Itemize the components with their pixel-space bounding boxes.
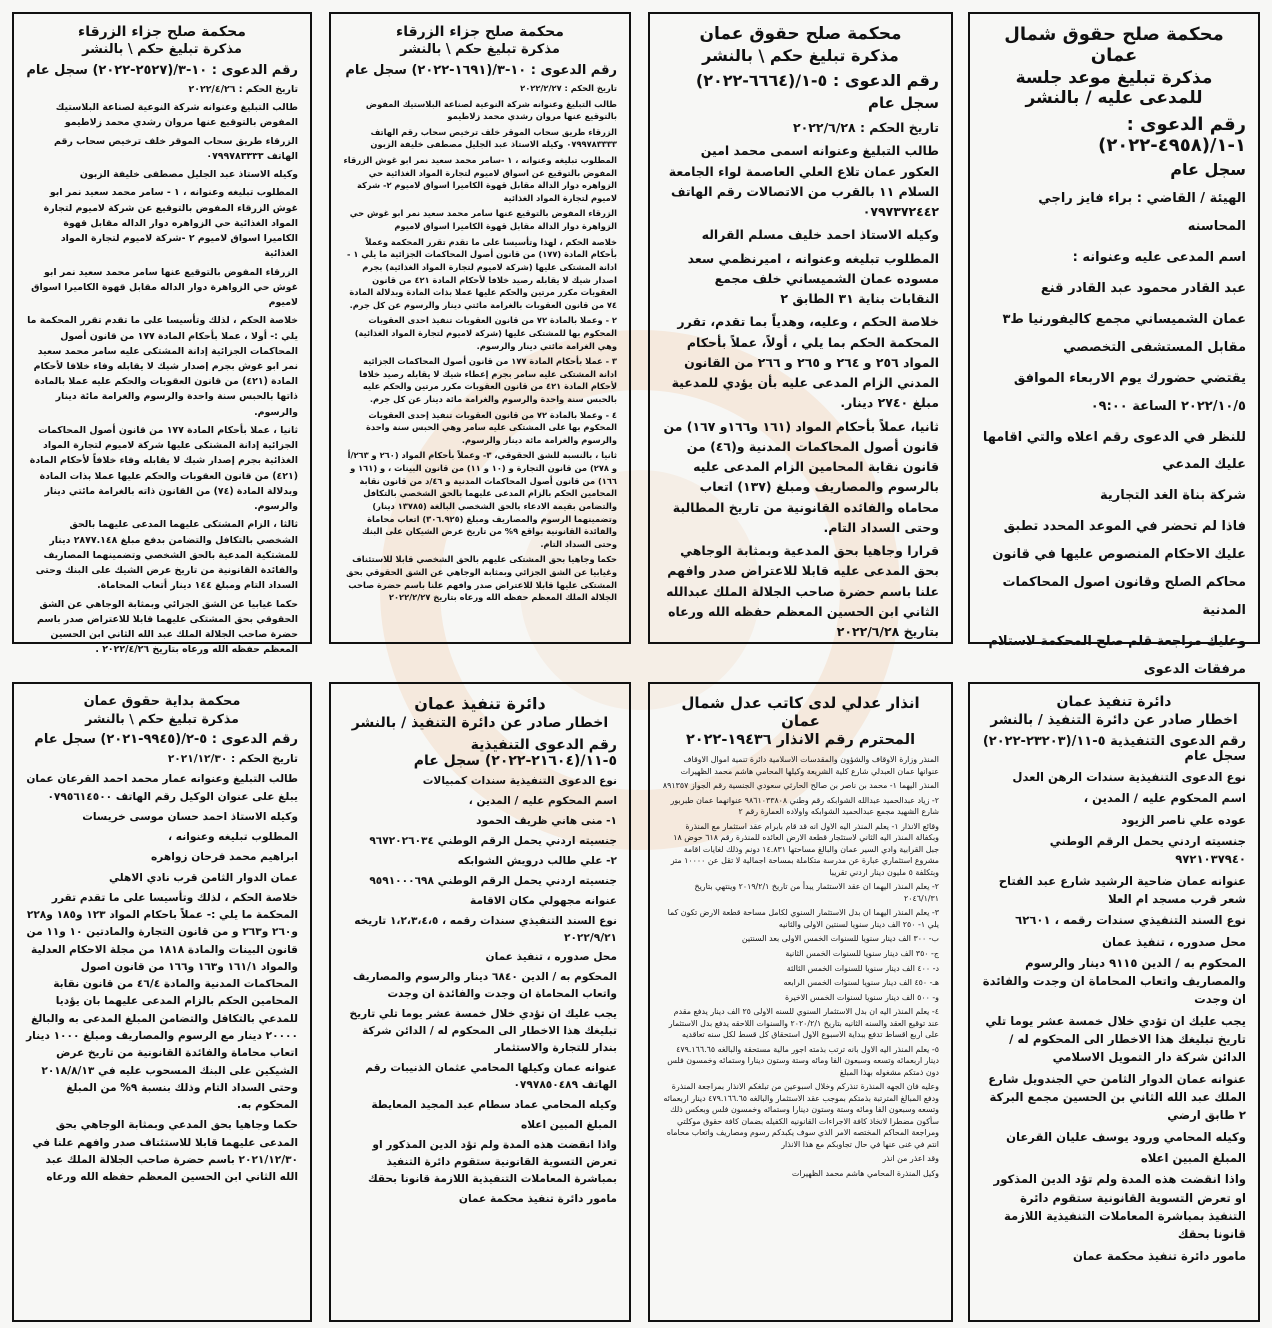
notice-type: مذكرة تبليغ موعد جلسة للمدعى عليه / بالنشر: [1015, 68, 1213, 108]
notice-type: اخطار صادر عن دائرة التنفيذ / بالنشر: [990, 712, 1238, 728]
notice-line: المطلوب تبليغه وعنوانه ، ١ - سامر محمد سعيد نمر ابو غوش الزرقاء المفوض بالتوقيع عن شركة لاميوم لتجارة المواد الغذائية حي الزواهره دوار الداله مقابل قهوة الكاميرا اسواق لاميوم ٢ -شركة لاميوم لتجارة المواد الغذائية: [43, 187, 298, 260]
notice-line: حكما غيابيا عن الشق الجزائي وبمثابة الوجاهي عن الشق الحقوقي بحق المشتكى عليهما قابلا للاعتراض صدر باسم حضرة صاحب الجلالة الملك عبد الله الثاني ابن الحسين المعظم حفظه الله ورعاه بتاريخ ٢٠٢٢/٤/٢٦ .: [37, 598, 298, 656]
notice-line: حكما وجاهيا بحق المدعي وبمثابة الوجاهي بحق المدعى عليهما قابلا للاستئناف صدر وافهم علنا في ٢٠٢١/١٢/٣٠ باسم حضرة صاحب الجلالة الملك عبد الله الثاني ابن الحسين المعظم حفظه الله ورعاه: [32, 1119, 298, 1184]
notice-line: عوده علي ناصر الزيود: [1121, 812, 1246, 827]
notice-zarqa-criminal-2527: [12, 12, 312, 656]
notice-line: عنوانه عمان ضاحية الرشيد شارع عبد الفتاح شعر قرب مسجد ام العلا: [998, 873, 1246, 906]
notice-line: ٤ - وعملا بالمادة ٧٢ من قانون العقوبات تنفيذ إحدى العقوبات المحكوم بها على المشتكى عليه سامر وهي الحبس سنة واحدة والرسوم والغرامة مائة دينار والرسوم.: [366, 409, 617, 445]
notice-line: وكيله الاستاذ احمد خليف مسلم القراله: [701, 227, 939, 243]
notice-line: ٢ - وعملا بالمادة ٧٢ من قانون العقوبات تنفيذ احدى العقوبات المحكوم بها للمشتكى عليها (شركة لاميوم لتجارة المواد الغذائية) وهي الغرامة مائتي دينار والرسوم.: [354, 315, 617, 351]
notice-court: محكمة بداية حقوق عمان: [83, 694, 241, 709]
notice-court: محكمة صلح جزاء الزرقاء: [396, 24, 564, 40]
notice-line: محل صدوره ، تنفيذ عمان: [1102, 934, 1246, 949]
notice-line: تاريخ الحكم : ٢٠٢١/١٢/٣٠: [167, 753, 298, 765]
notice-court: دائرة تنفيذ عمان: [414, 694, 546, 713]
notice-line: عنوانه مجهولي مكان الاقامة: [470, 894, 617, 907]
notice-type: مذكرة تبليغ حكم \ بالنشر: [400, 42, 560, 57]
notice-line: واذا انقضت هذه المدة ولم تؤد الدين المذكور او تعرض التسوية القانونية ستقوم دائرة التنفيذ بمباشرة المعاملات التنفيذية اللازمة قانونا بحقك: [367, 1138, 617, 1185]
notice-line: فاذا لم تحضر في الموعد المحدد تطبق عليك الاحكام المنصوص عليها في قانون محاكم الصلح وقانون اصول المحاكمات المدنية: [992, 519, 1246, 619]
notice-line: اسم المحكوم عليه / المدين ،: [468, 794, 617, 807]
notice-court: دائرة تنفيذ عمان: [1056, 694, 1172, 710]
notice-line: المبلغ المبين اعلاه: [1140, 1150, 1246, 1165]
notice-line: طالب التبليغ وعنوانه شركة النوعية لصناعة البلاستيك المفوض بالتوقيع عنها مروان رشدي محمد زلاطيمو: [55, 102, 298, 129]
notice-court: محكمة صلح جزاء الزرقاء: [78, 24, 246, 40]
notice-line: يقتضي حضورك يوم الاربعاء الموافق ٢٠٢٢/١٠/٥ الساعة ٠٩:٠٠: [1013, 370, 1246, 414]
notice-line: خلاصة الحكم ، لذلك وتأسيسا على ما تقدم تقرر المحكمة ما يلي :- عملاً باحكام المواد ١٢٣ و١٨٥ و٢٢٨ و٢٦٠ و٢٦٣ و من قانون التجارة والمادتين ١٠ و١١ من قانون البينات والمادة ١٨١٨ من مجلة الاحكام العدلية والمواد ١٦١/١ و١٦٣ و١٦٦ من قانون اصول المحاكمات المدنية والمادة ٤٦/٤ من قانون نقابة المحامين الحكم بالزام المدعى عليهما بان يؤديا للمدعي بالتكافل والتضامن المبلغ المدعى به والبالغ ٢٠٠٠٠ دينار مع الرسوم والمصاريف ومبلغ ١٠٠٠ دينار اتعاب محاماة والفائدة القانونية من تاريخ عرض الشيكين على البنك المسحوب عليه في ٢٠١٨/٨/١٣ وحتى السداد التام وذلك بنسبة ٩% من المبلغ المحكوم به.: [26, 891, 298, 1112]
notice-line: يجب عليك ان تؤدي خلال خمسة عشر يوما تلي تاريخ تبليغك هذا الاخطار الى المحكوم له / الدائن شركة دار التمويل الاسلامي: [985, 1013, 1246, 1065]
notice-line: وكيله الاستاذ احمد حسان موسى خريسات: [82, 810, 298, 823]
notice-line: المنذر وزارة الاوقاف والشؤون والمقدسات الاسلامية دائرة تنمية اموال الاوقاف عنوانها عمان العبدلي شارع كلية الشريعة وكيلها المحامي هاشم محمد الظهيرات: [680, 755, 939, 776]
notice-line: د- ٤٠٠ الف دينار سنويا للسنوات الخمس الثالثة: [786, 963, 939, 973]
notice-line: وقائع الانذار ١- يعلم المنذر اليه الاول انه قد قام بابرام عقد استثمار مع المنذرة وبكفالة المنذر اليه الثاني لاستئجار قطعة الارض العائده للمنذرة رقم ٦١٨ حوض ١٨ جبل القرابية وادي السير عمان والبالغ مساحتها ١٤.٨٣١ دونم وذلك لغايات اقامة مشروع استثماري عبارة عن مدرسة متكاملة بمساحة اجمالية لا تقل عن ١٠٠٠٠ متر وبتكلفة ٥ مليون دينار اردني تقريبا: [670, 821, 939, 877]
notice-line: جنسيته اردني يحمل الرقم الوطني ٩٦٧٢٠٢٦٠٣٤: [369, 834, 617, 847]
notice-line: ٥- يعلم المنذر اليه الاول بانه ترتب بذمته اجور مالية مستحقة والبالغه ٤٧٩.١٦٦.٦٥ دينار اربعمائه وتسعه وسبعون الفا ومائه وستة وستون دينارا وستمائه وخمسون فلس دون ذمتكم مشغوله بهذا المبلغ: [667, 1044, 939, 1077]
notice-line: تاريخ الحكم : ٢٠٢٢/٦/٢٨: [793, 120, 939, 135]
notice-line: طالب التبليغ وعنوانه عمار محمد احمد القرعان عمان يبلغ على عنوان الوكيل رقم الهاتف ٠٧٩٥٦١٤٥٠٠: [26, 773, 298, 803]
notice-zarqa-criminal-1691: [329, 12, 631, 644]
notice-line: شركة بناة الغد التجارية: [1100, 488, 1246, 504]
notice-line: ٢- علي طالب درويش الشوابكه: [457, 854, 617, 867]
notice-line: نوع السند التنفيذي سندات رقمه ، ١،٢،٣،٤،٥ تاريخه ٢٠٢٢/٩/٢١: [354, 914, 617, 944]
notice-line: ثانيا ، عملا بأحكام المادة ١٧٧ من قانون أصول المحاكمات الجزائية إدانة المشتكى عليها شركة لاميوم لتجارة المواد الغذائية بجرم إصدار شيك لا يقابله وفاء خلافاً لأحكام المادة (٤٢١) من قانون العقوبات والحكم عليها عملا بذات المادة وبدلالة المادة (٧٤) من القانون ذاته بالغرامة مائتي دينار والرسوم.: [29, 424, 298, 513]
notice-line: عبد القادر محمود عبد القادر قنع: [1040, 280, 1246, 296]
case-number: رقم الدعوى التنفيذية ٥-١١/(٢١٦٠٤-٢٠٢٢) سجل عام: [413, 737, 617, 769]
notice-line: طالب التبليغ وعنوانه شركة النوعية لصناعة البلاستيك المفوض بالتوقيع عنها مروان رشدي محمد زلاطيمو: [365, 98, 617, 122]
notice-line: ٣- يعلم المنذر اليهما ان بدل الاستثمار السنوي لكامل مساحة قطعة الارض تكون كما يلي ١- ٢٥٠ الف دينار سنويا لسنتين الاولى والثانيه: [667, 908, 939, 929]
notice-line: وكيله المحامي ورود يوسف عليان القرعان: [1006, 1129, 1246, 1144]
notice-line: المحكوم به / الدين ٦٨٤٠ دينار والرسوم والمصاريف واتعاب المحاماة ان وجدت والفائدة ان وجدت: [353, 971, 617, 1001]
notice-line: طالب التبليغ وعنوانه اسمى محمد امين العكور عمان تلاع العلي العاصمة لواء الجامعة السلام ١١ بالقرب من الاتصالات رقم الهاتف ٠٧٩٧٣٧٢٤٤٢: [668, 143, 939, 219]
case-number: رقم الدعوى : ١-١/(٤٩٥٨-٢٠٢٢): [1098, 114, 1246, 156]
notice-line: عمان الدوار الثامن قرب نادي الاهلي: [108, 871, 298, 884]
case-number: رقم الدعوى التنفيذية ٥-١١/(٢٣٢٠٣-٢٠٢٢) سجل عام: [982, 734, 1246, 764]
notice-line: خلاصة الحكم ، لذلك وتأسيسا على ما تقدم تقرر المحكمة ما يلي :- أولا ، عملا بأحكام المادة ١٧٧ من قانون أصول المحاكمات الجزائية إدانة المشتكى عليه سامر محمد سعيد نمر ابو غوش بجرم إصدار شيك لا يقابله وفاء خلافا لأحكام المادة (٤٢١) من قانون العقوبات والحكم عليه عملا بالمادة ذاتها بالحبس سنة واحدة والرسوم والغرامة مائة دينار والرسوم.: [27, 315, 298, 418]
notice-line: المطلوب تبليغه وعنوانه ،: [168, 831, 298, 844]
notice-line: المنذر اليهما ١- محمد بن ناصر بن صالح الحارثي سعودي الجنسية رقم الجواز ٨٩١٣٥٧: [662, 781, 939, 791]
notice-line: الزرقاء طريق سحاب الموقر خلف ترخيص سحاب رقم الهاتف ٠٧٩٩٧٨٣٣٣٣: [54, 135, 298, 162]
notice-line: وقد اعذر من انذر: [882, 1154, 939, 1164]
notice-line: للنظر في الدعوى رقم اعلاه والتي اقامها عليك المدعي: [982, 429, 1246, 473]
notice-line: و- ٥٠٠ الف دينار سنويا لسنوات الخمس الاخيرة: [785, 992, 939, 1002]
notice-line: ثالثا ، الزام المشتكى عليهما المدعى عليهما بالحق الشخصي بالتكافل والتضامن بدفع مبلغ ٢٨٧٧.١٤٨ دينار للمشتكية المدعية بالحق الشخصي وتضمينهما المصاريف والفائدة القانونية من تاريخ عرض الشيك على البنك وحتى السداد التام ومبلغ ١٤٤ دينار أتعاب المحاماة.: [35, 519, 298, 592]
notice-type: مذكرة تبليغ حكم \ بالنشر: [85, 711, 239, 726]
notice-line: ١- منى هاني ظريف الحمود: [476, 814, 617, 827]
notice-execution-21604: [329, 682, 631, 1322]
notice-court: انذار عدلي لدى كاتب عدل شمال عمان: [681, 694, 920, 730]
notice-line: وكيله المحامي عماد سطام عبد المجيد المعايطة: [371, 1098, 617, 1111]
notice-line: هـ- ٤٥٠ الف دينار سنويا لسنوات الخمس الرابعه: [783, 978, 939, 988]
case-number: رقم الدعوى : ١٠-٣/(٢٥٢٧-٢٠٢٢) سجل عام: [26, 63, 298, 78]
notice-line: اسم المدعى عليه وعنوانه :: [1072, 249, 1246, 265]
notice-line: نوع الدعوى التنفيذية سندات الرهن العدل: [1012, 770, 1246, 784]
notice-line: الهيئة / القاضي : براء فايز راجي المحاسنه: [1038, 191, 1246, 234]
register-label: سجل عام: [867, 94, 939, 112]
notice-line: نوع السند التنفيذي سندات رقمه ، ٦٢٦٠١: [1015, 913, 1246, 928]
notice-line: قرارا وجاهيا بحق المدعية وبمثابة الوجاهي بحق المدعى عليه قابلا للاعتراض صدر وافهم علنا باسم حضرة صاحب الجلالة الملك عبدالله الثاني ابن الحسين المعظم حفظه الله ورعاه بتاريخ ٢٠٢٢/٦/٢٨: [666, 543, 939, 639]
notice-line: المطلوب تبليغه وعنوانه ، ١ -سامر محمد سعيد نمر ابو غوش الزرقاء المفوض بالتوقيع عن اسواق لاميوم لتجارة المواد الغذائية حي الزواهره دوار الدالة مقابل قهوة الكاميرا اسواق لاميوم ٢- شركة لاميوم لتجارة المواد الغذائية: [343, 155, 617, 203]
notice-type: مذكرة تبليغ حكم \ بالنشر: [82, 42, 242, 57]
notice-type: اخطار صادر عن دائرة التنفيذ / بالنشر: [351, 715, 609, 731]
notice-line: وكيل المنذرة المحامي هاشم محمد الظهيرات: [791, 1169, 939, 1178]
notice-line: مامور دائرة تنفيذ محكمة عمان: [1072, 1248, 1246, 1263]
notice-line: وعليه فان الجهه المنذرة تنذركم وخلال اسبوعين من تبلغكم الانذار بمراجعة المنذرة ودفع المبالغ المترتبة بذمتكم بموجب عقد الاستثمار والبالغه ٤٧٩.١٦٦.٦٥ دينار اربعمائه وتسعه وسبعون الفا ومائه وستة وستون دينارا وستمائه وخمسون فلس وبعكس ذلك سأكون مضطرا لاتخاذ كافة الاجراءات القانونيه الكفيله بضمان كافة حقوق موكلتي ومراجعة المحاكم المختصه الامر الذي سوف يكبدكم رسوم ومصاريف واتعاب محاماه انتم في غنى عنها في حال تجاوبكم مع هذا الانذار: [663, 1082, 939, 1149]
notice-line: خلاصة الحكم ، لهذا وتأسيسا على ما تقدم تقرر المحكمة وعملاً بأحكام المادة (١٧٧) من قانون أصول المحاكمات الجزائية ما يلي ١ - ادانة المشتكى عليها (شركة لاميوم لتجارة المواد الغذائية) بجرم اصدار شيك لا يقابله رصيد خلافا لأحكام المادة ٤٢١ من قانون العقوبات مكرر مرتين والحكم عليها عملا بذات المادة وبدلالة المادة ٧٤ من قانون العقوبات بالغرامة مائتي دينار والرسوم عن كل جرم.: [346, 236, 617, 310]
notice-north-amman-session: [968, 12, 1260, 677]
notice-line: ٤- يعلم المنذر اليه ان بدل الاستثمار السنوي للسنه الاولى ٢٥ الف دينار يدفع مقدم عند توقيع العقد والسنه الثانيه بتاريخ ٢٠٢٠/٢/١ والسنوات اللاحقه يدفع بدل الاستثمار على اربع اقساط تدفع ببداية الاسبوع الاول استحقاق كل قسط لكل سنه تعاقديه: [668, 1007, 939, 1040]
notice-line: يجب عليك ان تؤدي خلال خمسة عشر يوما تلي تاريخ تبليغك هذا الاخطار الى المحكوم له / الدائن شركة بندار للتجارة والاستثمار: [349, 1008, 617, 1055]
notice-line: جنسيته اردني يحمل الرقم الوطني ٩٥٩١٠٠٠٦٩٨: [369, 874, 617, 887]
notice-line: المحكوم به / الدين ٩١١٥ دينار والرسوم والمصاريف واتعاب المحاماة ان وجدت والفائدة ان وجدت: [982, 955, 1246, 1007]
notice-line: وكيله الاستاذ عبد الجليل مصطفى خليفة الزبون: [79, 169, 298, 181]
notice-line: عنوانه عمان الدوار الثامن حي الجندويل شارع الملك عبد الله الثاني بن الحسين مجمع البركة ٢ طابق ارضي: [988, 1071, 1246, 1123]
notice-line: ٢- زياد عبدالحميد عبدالله الشوابكه رقم وطني ٩٨٦١٠٣٣٨٠٨ عنوانهما عمان طبربور شارع الشهيد مجمع عبدالحميد الشوابكه واولاده العمارة رقم ٢: [670, 795, 939, 817]
notice-line: تاريخ الحكم : ٢٠٢٢/٢/٢٧: [520, 83, 617, 93]
notice-court: محكمة صلح حقوق عمان: [699, 24, 902, 44]
notice-line: خلاصة الحكم ، وعليه، وهدياً بما تقدم، تقرر المحكمة الحكم بما يلي ، أولاً، عملاً بأحكام المواد ٢٥٦ و ٢٦٤ و ٢٦٥ و ٢٦٦ من القانون المدني الزام المدعى عليه بأن يؤدي للمدعية مبلغ ٢٧٤٠ دينار.: [671, 314, 939, 411]
notice-line: واذا انقضت هذه المدة ولم تؤد الدين المذكور او تعرض التسوية القانونية ستقوم دائرة التنفيذ بمباشرة المعاملات التنفيذية اللازمة قانونا بحقك: [993, 1172, 1246, 1242]
notice-line: المبلغ المبين اعلاه: [520, 1118, 617, 1131]
notice-amman-first-instance: [12, 682, 312, 1322]
notice-notary-warning: [648, 682, 953, 1322]
notice-line: المطلوب تبليغه وعنوانه ، اميرنظمي سعد مسوده عمان الشميساني خلف مجمع النقابات بناية ٣١ الطابق ٢: [687, 250, 939, 306]
notice-type: المحترم رقم الانذار ١٩٤٣٦-٢٠٢٢: [685, 732, 916, 748]
notice-line: جنسيته اردني يحمل الرقم الوطني ٩٧٢١٠٣٧٩٤٠: [1049, 833, 1246, 867]
notice-line: حكما وجاهيا بحق المشتكى عليهم بالحق الشخصي قابلا للاستئناف وغيابيا عن الشق الجزائي وبمثابة الوجاهي عن الشق الحقوقي بحق المشتكى عليها قابلا للاعتراض صدر وافهم علنا باسم حضرة صاحب الجلالة الملك المعظم حفظه الله ورعاه بتاريخ ٢٠٢٢/٢/٢٧: [346, 554, 617, 603]
notice-line: ٢- يعلم المنذر اليهما ان عقد الاستثمار يبدأ من تاريخ ٢٠١٩/٢/١ وينتهي بتاريخ ٢٠٤٦/١/٣١: [694, 882, 939, 903]
notice-line: نوع الدعوى التنفيذية سندات كمبيالات: [422, 775, 617, 787]
notice-line: ج- ٣٥٠ الف دينار سنويا للسنوات الخمس الثانية: [785, 948, 939, 958]
notice-line: تاريخ الحكم : ٢٠٢٢/٤/٢٦: [188, 84, 298, 95]
notice-line: مامور دائرة تنفيذ محكمة عمان: [458, 1192, 617, 1205]
case-number: رقم الدعوى : ١٠-٣/(١٦٩١-٢٠٢٢) سجل عام: [345, 63, 617, 78]
notice-line: الزرقاء طريق سحاب الموقر خلف ترخيص سحاب رقم الهاتف ٠٧٩٩٧٨٣٣٣٣ وكيله الاستاذ عبد الجليل مصطفى خليفة الزبون: [370, 126, 617, 150]
notice-court: محكمة صلح حقوق شمال عمان: [1004, 24, 1224, 66]
case-number: رقم الدعوى : ٥-١/(٦٦٦٤-٢٠٢٢): [695, 71, 939, 90]
register-label: سجل عام: [1170, 160, 1246, 179]
notice-type: مذكرة تبليغ حكم \ بالنشر: [702, 46, 899, 65]
notice-line: ثانيا، عملاً بأحكام المواد (١٦١ و١٦٦و ١٦٧) من قانون أصول المحاكمات المدنية و(٤٦) من قانون نقابة المحامين الزام المدعى عليه بالرسوم والمصاريف ومبلغ (١٣٧) اتعاب محاماه والفائده القانونية من تاريخ المطالبة وحتى السداد التام.: [663, 418, 939, 535]
notice-line: عمان الشميساني مجمع كاليفورنيا ط٣ مقابل المستشفى التخصصي: [1002, 311, 1246, 355]
notice-line: محل صدوره ، تنفيذ عمان: [485, 951, 617, 964]
notice-line: اسم المحكوم عليه / المدين ،: [1083, 791, 1246, 806]
notice-line: ب- ٣٠٠ الف دينار سنويا للسنوات الخمس الاولى بعد السنتين: [741, 934, 939, 944]
case-number: رقم الدعوى : ٥-٢/(٩٩٤٥-٢٠٢١) سجل عام: [34, 732, 298, 747]
notice-execution-23203: [968, 682, 1260, 1322]
notice-line: عنوانه عمان وكيلها المحامي عثمان الذنيبات رقم الهاتف ٠٧٩٧٨٥٠٤٨٩: [365, 1062, 617, 1091]
notice-line: ثانيا ، بالنسبة للشق الحقوقي، ٣- وعملاً بأحكام المواد (٢٦٠ و ٢٦٣/أ و ٢٧٨) من قانون التجارة و (١٠ و ١١) من قانون البينات ، و (١٦١ و ١٦٦) من قانون أصول المحاكمات المدنية و ٤٦/د من قانون نقابة المحامين الحكم بالزام المدعى عليهما بالحق الشخصي بالتكافل والتضامن بقيمة الادعاء بالحق الشخصي البالغة (١٣٧٨٥ دينار) وتضمينهما الرسوم والمصاريف ومبلغ (٣٠٦.٩٢٥) اتعاب محاماة والفائدة القانونية بواقع ٩% من تاريخ عرض الشيكان على البنك وحتى السداد التام.: [347, 450, 617, 549]
notice-line: وعليك مراجعة قلم صلح المحكمة لاستلام مرفقات الدعوى: [988, 634, 1246, 677]
notice-line: ٣ - عملا بأحكام المادة ١٧٧ من قانون أصول المحاكمات الجزائية ادانة المشتكى عليه سامر بجرم إعطاء شيك لا يقابله رصيد خلافا لأحكام المادة ٤٢١ من قانون العقوبات مكرر مرتين والحكم عليه بالحبس سنة واحدة والرسوم والغرامة مائة دينار عن كل جرم.: [359, 356, 617, 405]
notice-line: ابراهيم محمد فرحان زواهره: [151, 851, 298, 864]
notice-amman-judgment: [648, 12, 953, 644]
notice-line: الزرقاء المفوض بالتوقيع عنها سامر محمد سعيد نمر ابو غوش حي الزواهرة دوار الداله مقابل قهوة الكاميرا اسواق لاميوم: [31, 266, 298, 309]
notice-line: الزرقاء المفوض بالتوقيع عنها سامر محمد سعيد نمر ابو غوش حي الزواهرة دوار الدالة مقابل قهوة الكاميرا اسواق لاميوم: [349, 208, 617, 232]
